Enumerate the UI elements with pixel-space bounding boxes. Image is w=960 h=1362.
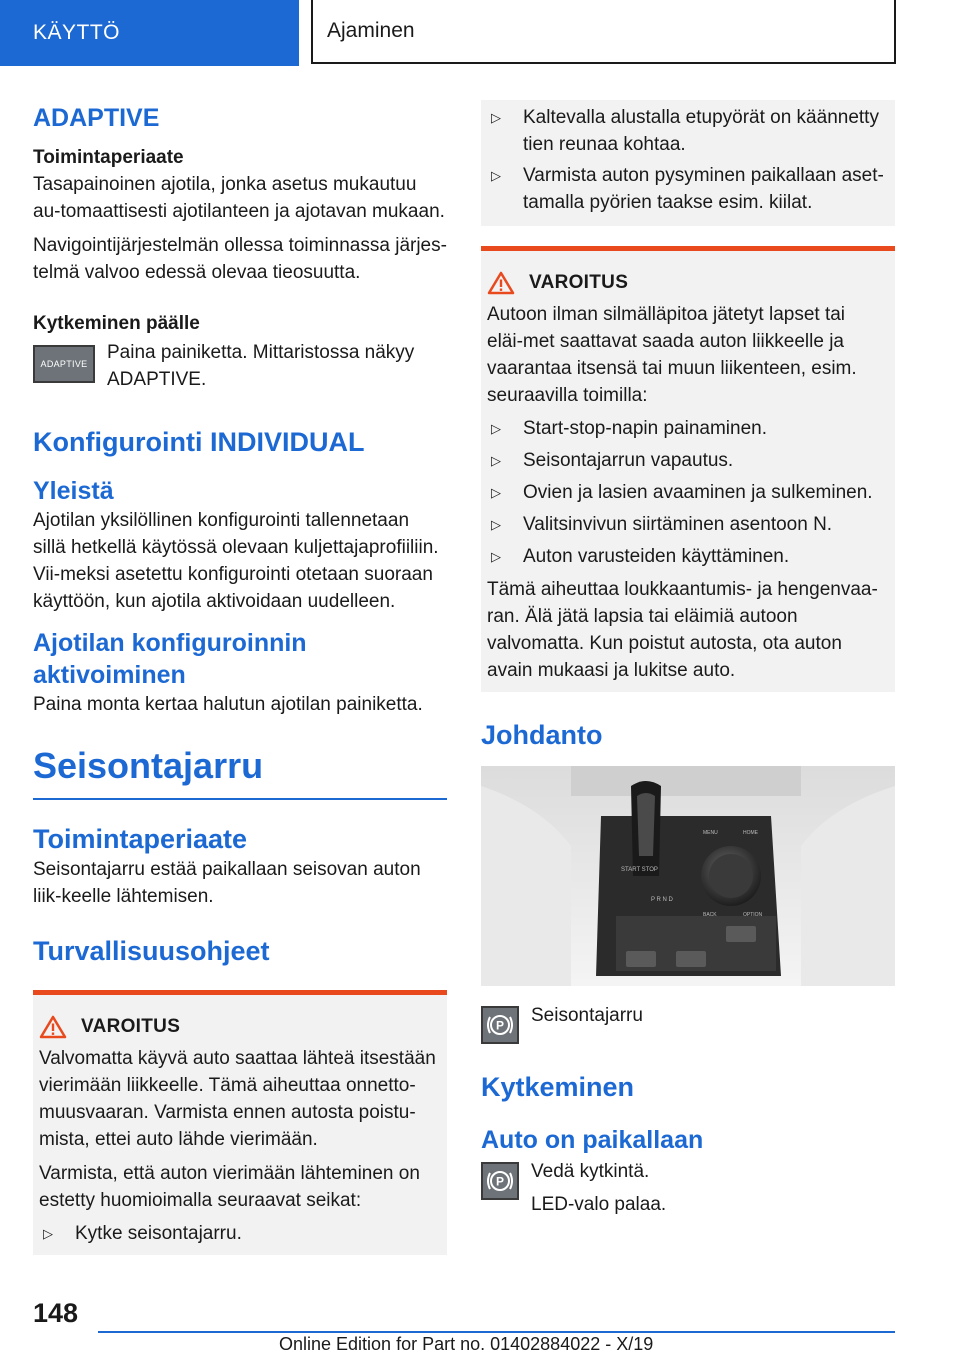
warning-paragraph-2: Tämä aiheuttaa loukkaantumis- ja hengenvaa-ran. Älä jätä lapsia tai eläimiä autoon valvomatta. Kun poistut autosta, ota auton avain mukaasi ja lukitse auto. bbox=[487, 579, 878, 681]
image-caption: Seisontajarru bbox=[531, 1005, 643, 1026]
bullet-arrow-icon: ▷ bbox=[491, 485, 501, 500]
warning-header bbox=[487, 271, 885, 295]
option-label: OPTION bbox=[743, 912, 763, 918]
warning-box bbox=[481, 246, 895, 692]
warning-label: VAROITUS bbox=[81, 1016, 181, 1037]
parking-brake-icon bbox=[481, 1006, 519, 1044]
activate-text: Paina monta kertaa halutun ajotilan painiketta. bbox=[33, 694, 423, 715]
stationary-row bbox=[481, 1162, 895, 1218]
warning-label: VAROITUS bbox=[529, 272, 629, 293]
parking-brake-icon bbox=[481, 1162, 519, 1200]
activate-title: Ajotilan konfiguroinnin aktivoiminen bbox=[33, 629, 307, 689]
pull-text: Vedä kytkintä. bbox=[531, 1161, 650, 1182]
intro-title: Johdanto bbox=[481, 720, 603, 750]
list-item: ▷ Valitsinvivun siirtäminen asentoon N. bbox=[487, 511, 885, 538]
principle-paragraph-2: Navigointijärjestelmän ollessa toiminnassa järjes-telmä valvoo edessä olevaa tieosuutta. bbox=[33, 235, 447, 283]
home-label: HOME bbox=[743, 830, 758, 836]
center-console-image bbox=[481, 766, 895, 986]
bullet-arrow-icon: ▷ bbox=[491, 549, 501, 564]
bullet-arrow-icon: ▷ bbox=[491, 421, 501, 436]
svg-text:P: P bbox=[495, 1174, 505, 1189]
bullet-arrow-icon: ▷ bbox=[491, 168, 501, 183]
bullet-arrow-icon: ▷ bbox=[491, 453, 501, 468]
general-title: Yleistä bbox=[33, 477, 114, 505]
caption-row bbox=[481, 1006, 895, 1044]
footer-rule bbox=[98, 1331, 895, 1333]
svg-text:P: P bbox=[495, 1018, 505, 1033]
bullet-arrow-icon: ▷ bbox=[43, 1226, 53, 1241]
warning-paragraph-1: Autoon ilman silmälläpitoa jätetyt lapset tai eläi-met saattavat saada auton liikkeelle ja vaarantaa itsensä tai muun liikenteen, esim. seuraavilla toimilla: bbox=[487, 304, 857, 406]
back-label: BACK bbox=[703, 912, 717, 918]
principle-paragraph-1: Tasapainoinen ajotila, jonka asetus mukautuu au-tomaattisesti ajotilanteen ja ajotavan mukaan. bbox=[33, 174, 445, 222]
footer-edition: Online Edition for Part no. 01402884022 - X/19 bbox=[279, 1334, 654, 1354]
list-item: ▷ Auton varusteiden käyttäminen. bbox=[487, 543, 885, 570]
switching-title: Kytkeminen bbox=[481, 1072, 635, 1102]
list-item: ▷ Ovien ja lasien avaaminen ja sulkeminen. bbox=[487, 479, 885, 506]
warning-triangle-icon bbox=[487, 271, 515, 295]
led-text: LED-valo palaa. bbox=[531, 1194, 667, 1215]
bullet-arrow-icon: ▷ bbox=[491, 110, 501, 125]
menu-label: MENU bbox=[703, 830, 718, 836]
list-item: ▷ Kytke seisontajarru. bbox=[39, 1220, 437, 1247]
individual-title: Konfigurointi INDIVIDUAL bbox=[33, 427, 365, 457]
list-item: ▷ Seisontajarrun vapautus. bbox=[487, 447, 885, 474]
header-section-tab: KÄYTTÖ bbox=[0, 0, 299, 66]
header-chapter: Ajaminen bbox=[311, 0, 896, 64]
warning-box bbox=[33, 990, 447, 1255]
left-column bbox=[33, 100, 447, 1255]
gear-letters-label: P R N D bbox=[651, 897, 673, 903]
page-number: 148 bbox=[33, 1298, 79, 1328]
warning-triangle-icon bbox=[39, 1015, 67, 1039]
switch-on-text: Paina painiketta. Mittaristossa näkyy ADAPTIVE. bbox=[107, 342, 415, 390]
warning-header bbox=[39, 1015, 437, 1039]
list-item: ▷ Kaltevalla alustalla etupyörät on käännetty tien reunaa kohtaa. bbox=[487, 104, 889, 158]
right-column bbox=[481, 100, 895, 1218]
general-text: Ajotilan yksilöllinen konfigurointi tallennetaan sillä hetkellä käytössä olevaan kuljettajaprofiiliin. Vii-meksi asetettu konfigurointi otetaan suoraan käyttöön, kun ajotila aktivoidaan uudelleen. bbox=[33, 510, 439, 612]
bullet-box-top bbox=[481, 100, 895, 226]
list-item: ▷ Start-stop-napin painaminen. bbox=[487, 415, 885, 442]
stationary-title: Auto on paikallaan bbox=[481, 1126, 704, 1154]
stationary-text bbox=[531, 1158, 666, 1218]
warning-paragraph-1: Valvomatta käyvä auto saattaa lähteä itsestään vierimään liikkeelle. Tämä aiheuttaa onnetto-muusvaaran. Varmista ennen autosta poistu-mista, ettei auto lähde vierimään. bbox=[39, 1048, 436, 1150]
adaptive-button-icon: ADAPTIVE bbox=[33, 345, 95, 383]
start-stop-label: START STOP bbox=[621, 867, 658, 873]
bullet-arrow-icon: ▷ bbox=[491, 517, 501, 532]
switch-on-row bbox=[33, 342, 447, 393]
adaptive-title: ADAPTIVE bbox=[33, 104, 160, 132]
parking-brake-title: Seisontajarru bbox=[33, 745, 264, 786]
warning-paragraph-2: Varmista, että auton vierimään lähteminen on estetty huomioimalla seuraavat seikat: bbox=[39, 1163, 420, 1211]
safety-title: Turvallisuusohjeet bbox=[33, 936, 270, 966]
parking-principle-title: Toimintaperiaate bbox=[33, 824, 248, 854]
title-rule bbox=[33, 798, 447, 800]
switch-on-label: Kytkeminen päälle bbox=[33, 313, 200, 334]
parking-principle-text: Seisontajarru estää paikallaan seisovan auton liik-keelle lähtemisen. bbox=[33, 859, 421, 907]
list-item: ▷ Varmista auton pysyminen paikallaan aset-tamalla pyörien taakse esim. kiilat. bbox=[487, 162, 889, 216]
principle-label: Toimintaperiaate bbox=[33, 147, 184, 168]
